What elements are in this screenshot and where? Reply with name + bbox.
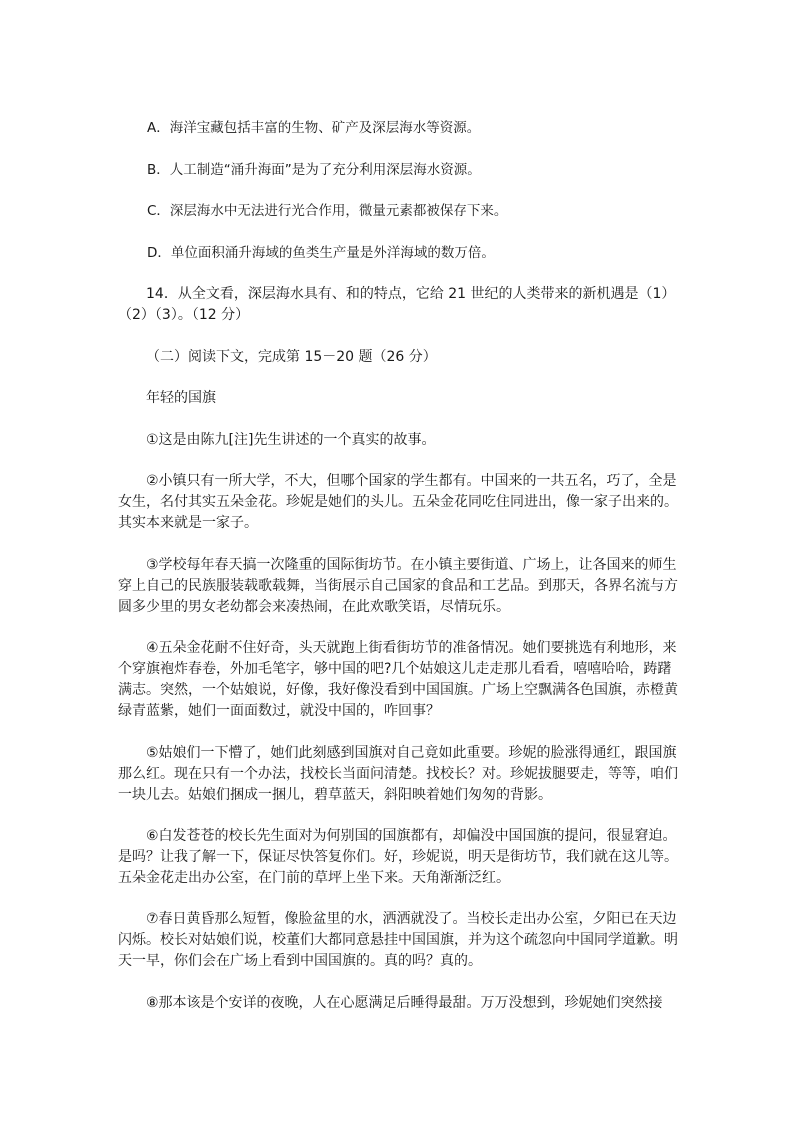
option-a: A．海洋宝藏包括丰富的生物、矿产及深层海水等资源。 [147,120,481,136]
paragraph-5: ⑤姑娘们一下懵了，她们此刻感到国旗对自己竟如此重要。珍妮的脸涨得通红，跟国旗那么红。现在只有一个办法，找校长当面问清楚。找校长？对。珍妮拔腿要走，等等，咱们一块儿去。姑娘们捆成一捆儿，碧草蓝天，斜阳映着她们匆匆的背影。 [118,745,678,803]
section-heading: （二）阅读下文，完成第 15－20 题（26 分） [146,349,437,365]
question-14: 14．从全文看，深层海水具有、和的特点，它给 21 世纪的人类带来的新机遇是（1）（2）（3）。（12 分） [118,286,676,323]
paragraph-6: ⑥白发苍苍的校长先生面对为何别国的国旗都有，却偏没中国国旗的提问，很显窘迫。是吗？让我了解一下，保证尽快答复你们。好，珍妮说，明天是街坊节，我们就在这儿等。五朵金花走出办公室，在门前的草坪上坐下来。天角渐渐泛红。 [118,828,678,886]
paragraph-3: ③学校每年春天搞一次隆重的国际街坊节。在小镇主要街道、广场上，让各国来的师生穿上自己的民族服装载歌载舞，当街展示自己国家的食品和工艺品。到那天，各界名流与方圆多少里的男女老幼都会来凑热闹，在此欢歌笑语，尽情玩乐。 [118,557,678,615]
paragraph-7: ⑦春日黄昏那么短暂，像脸盆里的水，洒洒就没了。当校长走出办公室，夕阳已在天边闪烁。校长对姑娘们说，校董们大都同意悬挂中国国旗，并为这个疏忽向中国同学道歉。明天一早，你们会在广场上看到中国国旗的。真的吗？真的。 [118,911,678,969]
paragraph-4: ④五朵金花耐不住好奇，头天就跑上街看街坊节的准备情况。她们要挑选有利地形，来个穿旗袍炸春卷，外加毛笔字，够中国的吧?几个姑娘这儿走走那儿看看，嘻嘻哈哈，踌躇满志。突然，一个姑娘说，好像，我好像没看到中国国旗。广场上空飘满各色国旗，赤橙黄绿青蓝紫，她们一面面数过，就没中国的，咋回事？ [118,640,678,719]
option-d: D．单位面积涌升海域的鱼类生产量是外洋海域的数万倍。 [147,245,495,261]
option-c: C．深层海水中无法进行光合作用，微量元素都被保存下来。 [147,203,508,219]
option-b: B．人工制造“涌升海面”是为了充分利用深层海水资源。 [147,162,481,178]
article-title: 年轻的国旗 [146,390,216,406]
paragraph-2: ②小镇只有一所大学，不大，但哪个国家的学生都有。中国来的一共五名，巧了，全是女生，名付其实五朵金花。珍妮是她们的头儿。五朵金花同吃住同进出，像一家子出来的。其实本来就是一家子。 [118,473,678,531]
paragraph-8: ⑧那本该是个安详的夜晚，人在心愿满足后睡得最甜。万万没想到，珍妮她们突然接 [146,995,663,1011]
paragraph-1: ①这是由陈九[注]先生讲述的一个真实的故事。 [146,432,436,448]
